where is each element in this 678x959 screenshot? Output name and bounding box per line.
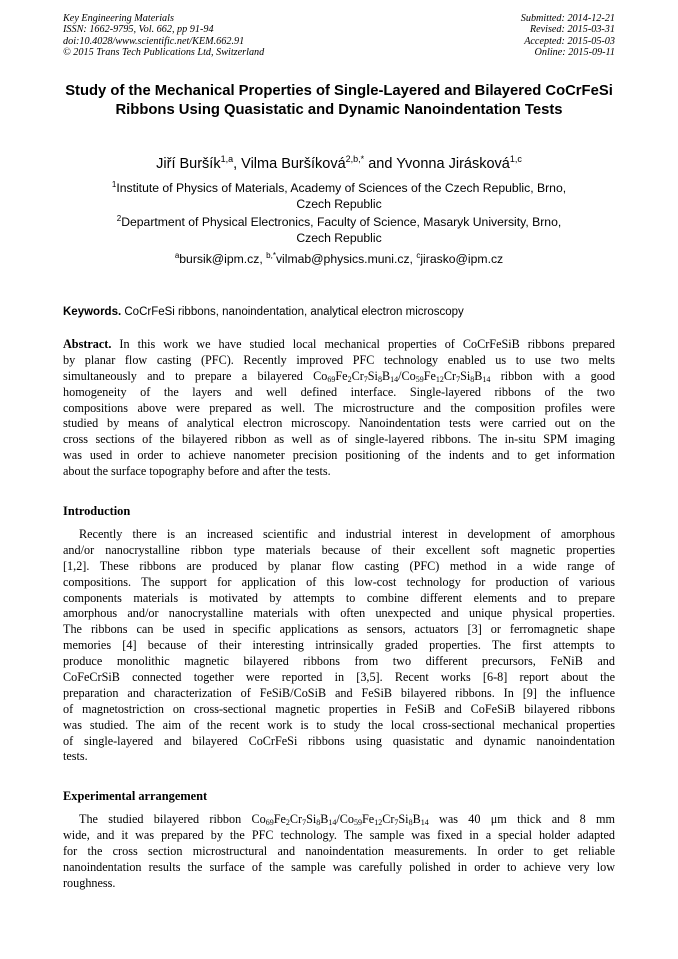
author-list <box>40 150 638 173</box>
experimental-body <box>63 812 615 891</box>
paragraph-line: was studied. The aim of the recent work is to study the local cross-sectional mechanical properties <box>63 717 615 732</box>
paragraph-line: preparation and characterization of FeSiB/CoSiB and FeSiB bilayered ribbons. In [9] the influence <box>63 685 615 700</box>
section-heading-introduction: Introduction <box>63 504 131 518</box>
journal-header-left <box>63 13 264 59</box>
abstract-line: by planar flow casting (PFC). Recently improved PFC technology enabled us to use two melts <box>63 352 615 367</box>
paragraph-line: produce monolithic magnetic bilayered ribbons from two different precursors, FeNiB and <box>63 654 615 669</box>
paragraph-line: amorphous and/or nanocrystalline materials with often unexpected and unique physical properties. <box>63 606 615 621</box>
copyright: © 2015 Trans Tech Publications Ltd, Switzerland <box>63 47 265 59</box>
submitted-date: Submitted: 2014-12-21 <box>520 13 615 24</box>
abstract-line: compositions above were prepared as well. The microstructure and the composition profiles were <box>63 400 615 415</box>
paragraph-line: and/or nanocrystalline ribbon type materials because of their excellent soft magnetic properties <box>63 542 615 557</box>
introduction-body <box>63 527 615 765</box>
paragraph-line: The ribbons can be used in specific applications as sensors, actuators [3] or ferromagnetic shape <box>63 622 615 637</box>
abstract-line: In this work we have studied local mechanical properties of CoCrFeSiB ribbons prepared <box>111 337 615 351</box>
affiliation-text: Czech Republic <box>296 231 382 246</box>
abstract <box>63 337 615 480</box>
section-heading-experimental: Experimental arrangement <box>63 789 208 803</box>
affiliation-text: Department of Physical Electronics, Faculty of Science, Masaryk University, Brno, <box>121 215 562 230</box>
email-mark: c <box>416 251 421 260</box>
paragraph-line: compositions. The support for application of this low-cost technology for production of various <box>63 574 615 589</box>
author-emails <box>60 248 618 267</box>
email-mark: a <box>174 251 180 260</box>
paper-title: Study of the Mechanical Properties of Single-Layered and Bilayered CoCrFeSi Ribbons Using Quasistatic and Dynamic Nanoindentation Tests <box>65 83 613 118</box>
abstract-line: about the surface topography before and after the tests. <box>63 464 331 479</box>
paragraph-line: The studied bilayered ribbon $Co_{69}Fe_2Cr_7Si_8B_{14}/Co_{59}Fe_{12}Cr_7Si_8B_{14}$ was 40 μm thick and 8 mm <box>79 812 615 827</box>
affiliation-text: Institute of Physics of Materials, Academy of Sciences of the Czech Republic, Brno, <box>116 181 567 196</box>
paragraph-line: of single-layered and bilayered CoCrFeSi ribbons using quasistatic and dynamic nanoindentation <box>63 733 615 748</box>
author-name: Jiří Buršík <box>156 155 221 172</box>
author-affiliation-mark: 1,a <box>220 154 234 164</box>
accepted-date: Accepted: 2015-05-03 <box>524 35 615 47</box>
paragraph-line: CoFeCrSiB connected together were reported in [3,5]. Recent works [6-8] report about the <box>63 670 615 685</box>
paragraph-line: Recently there is an increased scientific and industrial interest in development of amorphous <box>79 527 615 541</box>
paragraph-line: of magnetostriction on cross-sectional magnetic properties in FeSiB and CoFeSiB bilayered ribbons <box>63 701 615 716</box>
paragraph-line: roughness. <box>63 875 116 890</box>
abstract-line: cross sections of the bilayered ribbon as well as of single-layered ribbons. The in-situ SPM imaging <box>63 432 615 447</box>
journal-name: Key Engineering Materials <box>63 13 174 24</box>
keywords-text: CoCrFeSi ribbons, nanoindentation, analytical electron microscopy <box>121 306 464 318</box>
author-affiliation-mark: 1,c <box>509 154 522 164</box>
affiliation-text: Czech Republic <box>296 197 382 212</box>
affiliation-1 <box>60 177 618 212</box>
abstract-line: was used in order to achieve nanometer precision positioning of the indents and to get information <box>63 448 615 463</box>
affiliation-2 <box>60 211 618 246</box>
email-link[interactable]: jirasko@ipm.cz <box>420 252 504 267</box>
revised-date: Revised: 2015-03-31 <box>529 24 615 36</box>
abstract-line: homogeneity of the layers and well defined interface. Single-layered ribbons of the two <box>63 384 615 399</box>
paragraph-line: nanoindentation results the surface of the sample was carefully polished in order to achieve very low <box>63 859 615 874</box>
author-separator: , <box>233 155 242 172</box>
email-link[interactable]: bursik@ipm.cz, <box>179 252 267 267</box>
email-link[interactable]: vilmab@physics.muni.cz, <box>275 252 417 267</box>
affiliation-mark: 2 <box>116 214 122 223</box>
abstract-line: simultaneously and to prepare a bilayered $Co_{69}Fe_2Cr_7Si_8B_{14}/Co_{59}Fe_{12}Cr_7Si_8B_{14}$ ribbon with a good <box>63 368 615 384</box>
author-name: Vilma Buršíková <box>241 155 346 172</box>
author-affiliation-mark: 2,b,* <box>345 154 365 164</box>
email-mark: b,* <box>266 251 276 260</box>
paragraph-line: tests. <box>63 749 88 764</box>
doi: doi:10.4028/www.scientific.net/KEM.662.91 <box>63 35 245 47</box>
paragraph-line: memories [4] because of their interesting intrinsically graded properties. The first attempts to <box>63 638 615 653</box>
online-date: Online: 2015-09-11 <box>534 47 615 59</box>
affiliation-mark: 1 <box>111 180 117 189</box>
paragraph-line: [1,2]. These ribbons are produced by planar flow casting (PFC) method in a wide range of <box>63 558 615 573</box>
author-name: Yvonna Jirásková <box>396 155 510 172</box>
paragraph-line: wide, and it was prepared by the PFC technology. The sample was fixed in a special holder adapted <box>63 827 615 842</box>
author-separator: and <box>364 155 397 172</box>
abstract-label: Abstract. <box>63 337 112 351</box>
paragraph-line: for the cross section microstructural and nanoindentation measurements. In order to get reliable <box>63 843 615 858</box>
keywords-label: Keywords. <box>63 306 122 318</box>
keywords <box>63 306 464 318</box>
abstract-line: studied by means of analytical electron microscopy. Nanoindentation tests were carried out on the <box>63 416 615 431</box>
issn: ISSN: 1662-9795, Vol. 662, pp 91-94 <box>63 24 214 36</box>
paragraph-line: components materials is motivated by attempts to combine different elements and to prepare <box>63 590 615 605</box>
journal-header-right <box>521 13 615 59</box>
